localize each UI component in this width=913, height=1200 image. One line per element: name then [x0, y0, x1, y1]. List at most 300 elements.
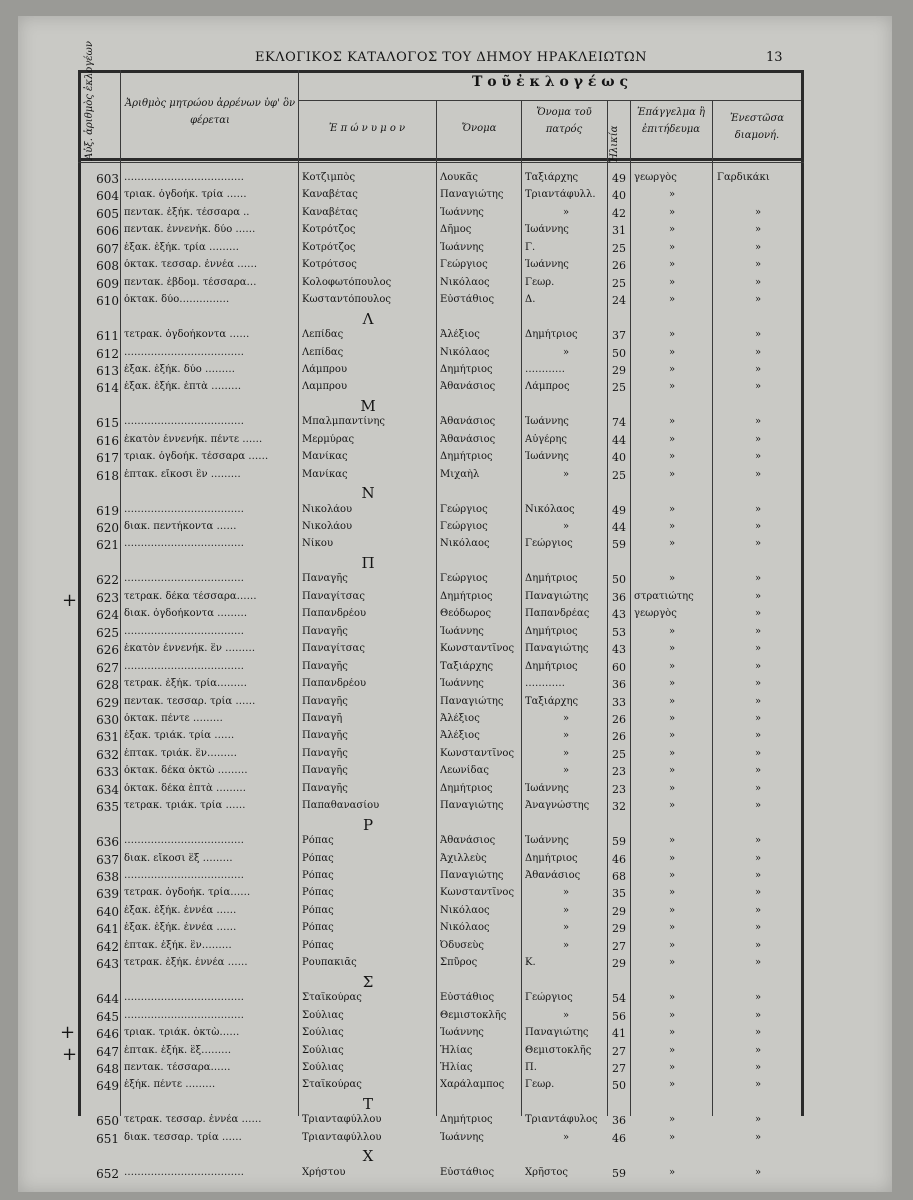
profession-cell: »: [668, 870, 676, 881]
handwritten-mark: +: [62, 590, 78, 611]
father-name-cell: Ἰωάννης: [525, 416, 569, 428]
col-divider: [521, 100, 522, 1116]
age-cell: 49: [612, 172, 626, 185]
age-cell: 26: [612, 712, 626, 726]
age-cell: 26: [612, 259, 626, 273]
first-name-cell: Ἡλίας: [440, 1044, 473, 1056]
age-cell: 53: [612, 625, 626, 639]
registry-number: τετρακ. τεσσαρ. ἐννέα ……: [124, 1114, 262, 1126]
profession-cell: »: [668, 782, 676, 794]
first-name-cell: Γεώργιος: [440, 521, 488, 532]
residence-cell: »: [754, 521, 762, 532]
first-name-cell: Ἀχιλλεὺς: [440, 852, 487, 864]
residence-cell: »: [754, 451, 762, 463]
surname-cell: Κολοφωτόπουλος: [302, 276, 392, 288]
first-name-cell: Κωνσταντῖνος: [440, 747, 515, 759]
age-cell: 29: [612, 957, 626, 971]
residence-cell: »: [754, 835, 762, 847]
residence-cell: »: [754, 1044, 762, 1056]
registry-number: ………………………………: [124, 172, 244, 183]
first-name-cell: Εὐστάθιος: [440, 1166, 495, 1178]
profession-cell: »: [668, 695, 676, 707]
residence-cell: »: [754, 678, 762, 690]
father-name-cell: »: [562, 747, 570, 759]
registry-number: τετρακ. δέκα τέσσαρα……: [124, 590, 257, 602]
first-name-cell: Λουκᾶς: [440, 172, 478, 183]
first-name-cell: Ἰωάννης: [440, 625, 484, 637]
registry-number: ἑκατὸν ἐννενήκ. ἓν ………: [124, 643, 256, 655]
first-name-cell: Κωνσταντῖνος: [440, 887, 515, 899]
profession-cell: »: [668, 1131, 676, 1143]
registry-number: ………………………………: [124, 1009, 244, 1021]
father-name-cell: Λάμπρος: [525, 381, 570, 393]
father-name-cell: Αὐγέρης: [525, 433, 567, 445]
profession-cell: »: [668, 538, 676, 550]
section-letter: Σ: [362, 972, 374, 991]
serial-number: 620: [96, 521, 119, 535]
serial-number: 629: [96, 695, 119, 710]
surname-cell: Μπαλμπαντίνης: [302, 416, 385, 428]
serial-number: 650: [96, 1114, 119, 1129]
age-cell: 42: [612, 206, 626, 220]
serial-number: 638: [96, 870, 119, 884]
registry-number: τετρακ. τριάκ. τρία ……: [124, 800, 246, 812]
age-cell: 32: [612, 800, 626, 814]
col-divider: [298, 70, 299, 1116]
first-name-cell: Γεώργιος: [440, 573, 488, 585]
residence-cell: »: [754, 416, 762, 428]
father-name-cell: Παπανδρέας: [525, 608, 590, 620]
age-cell: 50: [612, 346, 626, 360]
page-title: ΕΚΛΟΓΙΚΟΣ ΚΑΤΑΛΟΓΟΣ ΤΟΥ ΔΗΜΟΥ ΗΡΑΚΛΕΙΩΤΩΝ: [255, 50, 648, 65]
residence-cell: »: [754, 241, 762, 253]
residence-cell: »: [754, 887, 762, 899]
age-cell: 29: [612, 904, 626, 918]
surname-cell: Παναγῆς: [302, 782, 348, 794]
registry-number: τριακ. τριάκ. ὀκτὼ……: [124, 1027, 240, 1039]
father-name-cell: Γεωρ.: [525, 1079, 555, 1091]
father-name-cell: Ἰωάννης: [525, 224, 569, 236]
col-divider: [120, 70, 121, 1116]
serial-number: 623: [96, 590, 119, 605]
profession-cell: »: [668, 468, 676, 480]
age-cell: 25: [612, 241, 626, 255]
surname-cell: Τριανταφύλλου: [302, 1131, 382, 1143]
father-name-cell: Ἀναγνώστης: [525, 800, 590, 812]
profession-cell: »: [668, 1061, 676, 1073]
age-cell: 36: [612, 1114, 626, 1128]
serial-number: 606: [96, 224, 119, 239]
father-name-cell: Χρῆστος: [525, 1166, 568, 1178]
residence-cell: »: [754, 957, 762, 969]
page-number: 13: [766, 50, 783, 65]
header-surname: Ἐ π ώ ν υ μ ο ν: [328, 123, 406, 134]
serial-number: 622: [96, 573, 119, 588]
serial-number: 628: [96, 678, 119, 693]
registry-number: τριακ. ὀγδοήκ. τρία ……: [124, 189, 247, 201]
registry-number: τετρακ. ὀγδοήκ. τρία……: [124, 887, 251, 899]
registry-number: ………………………………: [124, 870, 244, 881]
header-profession: Ἐπάγγελμα ἢ ἐπιτήδευμα: [637, 107, 705, 135]
surname-cell: Κοτρότζος: [302, 241, 356, 253]
registry-number: τετρακ. ἑξήκ. ἐννέα ……: [124, 957, 248, 969]
age-cell: 56: [612, 1009, 626, 1023]
age-cell: 40: [612, 189, 626, 203]
serial-number: 648: [96, 1061, 119, 1076]
registry-number: ἑξακ. ἑξήκ. τρία ………: [124, 241, 239, 253]
header-age: Ἡλικία: [609, 125, 620, 163]
residence-cell: »: [754, 712, 762, 724]
father-name-cell: Παναγιώτης: [525, 590, 589, 602]
father-name-cell: »: [562, 206, 570, 218]
father-name-cell: Γεωρ.: [525, 276, 555, 288]
col-divider: [712, 100, 713, 1116]
first-name-cell: Ἰωάννης: [440, 1027, 484, 1039]
profession-cell: »: [668, 573, 676, 585]
surname-cell: Ρόπας: [302, 904, 334, 916]
first-name-cell: Δημήτριος: [440, 1114, 493, 1126]
residence-cell: »: [754, 800, 762, 812]
registry-number: ἑξακ. ἑξήκ. ἐννέα ……: [124, 922, 237, 934]
first-name-cell: Ἰωάννης: [440, 678, 484, 690]
registry-number: ὀκτακ. πέντε ………: [124, 712, 223, 724]
surname-cell: Παναγῆς: [302, 695, 348, 707]
age-cell: 49: [612, 503, 626, 517]
registry-number: ἑξακ. ἑξήκ. δύο ………: [124, 363, 236, 375]
age-cell: 50: [612, 573, 626, 587]
residence-cell: »: [754, 922, 762, 934]
age-cell: 36: [612, 678, 626, 692]
serial-number: 639: [96, 887, 119, 902]
registry-number: ………………………………: [124, 835, 244, 847]
age-cell: 46: [612, 1131, 626, 1145]
serial-number: 625: [96, 625, 119, 640]
serial-number: 646: [96, 1027, 119, 1042]
registry-number: ………………………………: [124, 992, 244, 1004]
residence-cell: »: [754, 1131, 762, 1143]
serial-number: 617: [96, 451, 119, 466]
surname-cell: Παναγίτσας: [302, 590, 365, 602]
father-name-cell: Γεώργιος: [525, 992, 573, 1004]
first-name-cell: Παναγιώτης: [440, 800, 504, 812]
father-name-cell: Κ.: [525, 957, 536, 969]
father-name-cell: Ἰωάννης: [525, 782, 569, 794]
serial-number: 627: [96, 660, 119, 675]
age-cell: 23: [612, 782, 626, 796]
residence-cell: »: [754, 259, 762, 271]
age-cell: 36: [612, 590, 626, 604]
surname-cell: Λεπίδας: [302, 329, 344, 341]
surname-cell: Παναγίτσας: [302, 643, 365, 655]
first-name-cell: Νικόλαος: [440, 922, 490, 934]
surname-cell: Παναγῆς: [302, 730, 348, 742]
surname-cell: Ρουπακιᾶς: [302, 957, 357, 969]
father-name-cell: »: [562, 887, 570, 899]
surname-cell: Κωσταντόπουλος: [302, 294, 391, 306]
registry-number: ………………………………: [124, 625, 244, 637]
registry-number: διακ. εἴκοσι ἓξ ………: [124, 852, 233, 864]
residence-cell: »: [754, 1009, 762, 1021]
first-name-cell: Ἀλέξιος: [440, 730, 480, 742]
col-divider: [436, 100, 437, 1116]
serial-number: 641: [96, 922, 119, 937]
surname-cell: Παναγῆ: [302, 712, 343, 724]
father-name-cell: Τριαντάφυλλ.: [525, 189, 596, 201]
father-name-cell: Δημήτριος: [525, 660, 578, 672]
surname-cell: Σούλιας: [302, 1061, 344, 1073]
serial-number: 630: [96, 712, 119, 727]
surname-cell: Κοτρότζος: [302, 224, 356, 236]
profession-cell: »: [668, 1114, 676, 1126]
header-rule: [78, 158, 804, 161]
age-cell: 24: [612, 294, 626, 308]
residence-cell: »: [754, 730, 762, 742]
header-rule-thin: [78, 162, 804, 163]
profession-cell: »: [668, 904, 676, 916]
age-cell: 40: [612, 451, 626, 465]
father-name-cell: Θεμιστοκλῆς: [525, 1044, 592, 1056]
first-name-cell: Παναγιώτης: [440, 695, 504, 707]
residence-cell: »: [754, 765, 762, 777]
age-cell: 41: [612, 1027, 626, 1041]
father-name-cell: »: [562, 1131, 570, 1143]
first-name-cell: Ἀθανάσιος: [440, 381, 496, 393]
first-name-cell: Δημήτριος: [440, 451, 493, 463]
serial-number: 621: [96, 538, 119, 553]
registry-number: ἑξακ. τριάκ. τρία ……: [124, 730, 235, 742]
first-name-cell: Νικόλαος: [440, 904, 490, 916]
first-name-cell: Χαράλαμπος: [440, 1079, 505, 1091]
serial-number: 626: [96, 643, 119, 658]
serial-number: 610: [96, 294, 119, 309]
age-cell: 23: [612, 765, 626, 779]
registry-number: ἑξακ. ἑξήκ. ἑπτὰ ………: [124, 381, 242, 393]
registry-number: ὀκτακ. δέκα ἑπτὰ ………: [124, 782, 246, 794]
profession-cell: »: [668, 294, 676, 306]
father-name-cell: Δημήτριος: [525, 625, 578, 637]
table-border-top: [78, 70, 804, 73]
profession-cell: »: [668, 643, 676, 655]
registry-number: πεντακ. ἑξήκ. τέσσαρα ..: [124, 206, 250, 218]
residence-cell: »: [754, 660, 762, 672]
father-name-cell: Δημήτριος: [525, 329, 578, 341]
age-cell: 27: [612, 939, 626, 953]
profession-cell: »: [668, 206, 676, 218]
surname-cell: Παναγῆς: [302, 747, 348, 759]
residence-cell: »: [754, 643, 762, 655]
first-name-cell: Ἀλέξιος: [440, 712, 480, 724]
surname-cell: Ρόπας: [302, 852, 334, 864]
residence-cell: »: [754, 538, 762, 550]
age-cell: 33: [612, 695, 626, 709]
serial-number: 642: [96, 939, 119, 954]
residence-cell: »: [754, 1114, 762, 1126]
table-border-right: [801, 70, 804, 1116]
residence-cell: »: [754, 1079, 762, 1091]
first-name-cell: Μιχαὴλ: [440, 468, 480, 480]
residence-cell: »: [754, 503, 762, 515]
col-divider: [607, 100, 608, 1116]
registry-number: ἑπτακ. εἴκοσι ἓν ………: [124, 468, 241, 480]
father-name-cell: »: [562, 1009, 570, 1021]
surname-cell: Σταϊκούρας: [302, 1079, 362, 1091]
serial-number: 647: [96, 1044, 119, 1059]
residence-cell: »: [754, 695, 762, 707]
registry-number: ἑπτακ. ἑξήκ. ἓν………: [124, 939, 232, 951]
residence-cell: »: [754, 468, 762, 480]
age-cell: 29: [612, 363, 626, 377]
surname-cell: Ρόπας: [302, 939, 334, 951]
age-cell: 31: [612, 224, 626, 238]
profession-cell: »: [668, 416, 676, 428]
father-name-cell: Π.: [525, 1061, 537, 1073]
father-name-cell: Γ.: [525, 241, 536, 253]
father-name-cell: »: [562, 922, 570, 934]
surname-cell: Παπαθανασίου: [302, 800, 380, 812]
profession-cell: γεωργὸς: [634, 608, 677, 620]
profession-cell: »: [668, 451, 676, 463]
age-cell: 59: [612, 1166, 626, 1180]
header-father-name: Ὄνομα τοῦ πατρός: [536, 107, 592, 135]
surname-cell: Καναβέτας: [302, 189, 358, 201]
residence-cell: »: [754, 206, 762, 218]
section-letter: Ν: [361, 484, 375, 503]
surname-cell: Παναγῆς: [302, 660, 348, 672]
first-name-cell: Ἡλίας: [440, 1061, 473, 1073]
surname-cell: Μανίκας: [302, 451, 348, 463]
first-name-cell: Ἀθανάσιος: [440, 835, 496, 847]
surname-cell: Παναγῆς: [302, 765, 348, 777]
serial-number: 603: [96, 172, 119, 186]
surname-cell: Παναγῆς: [302, 573, 348, 585]
surname-cell: Νικολάου: [302, 503, 353, 515]
age-cell: 27: [612, 1044, 626, 1058]
father-name-cell: »: [562, 468, 570, 480]
father-name-cell: Ἰωάννης: [525, 835, 569, 847]
profession-cell: »: [668, 503, 676, 515]
registry-number: πεντακ. τεσσαρ. τρία ……: [124, 695, 256, 707]
surname-cell: Παπανδρέου: [302, 608, 367, 620]
profession-cell: »: [668, 852, 676, 864]
residence-cell: »: [754, 939, 762, 951]
residence-cell: »: [754, 381, 762, 393]
age-cell: 26: [612, 730, 626, 744]
father-name-cell: »: [562, 904, 570, 916]
age-cell: 43: [612, 608, 626, 622]
age-cell: 43: [612, 643, 626, 657]
residence-cell: »: [754, 782, 762, 794]
first-name-cell: Νικόλαος: [440, 346, 490, 358]
profession-cell: »: [668, 1079, 676, 1091]
serial-number: 651: [96, 1131, 119, 1146]
first-name-cell: Ταξιάρχης: [440, 660, 494, 672]
father-name-cell: Δ.: [525, 294, 536, 306]
registry-number: ὀκτακ. τεσσαρ. ἐννέα ……: [124, 259, 258, 271]
first-name-cell: Θεόδωρος: [440, 608, 492, 620]
profession-cell: »: [668, 625, 676, 637]
serial-number: 643: [96, 957, 119, 972]
residence-cell: »: [754, 870, 762, 881]
first-name-cell: Ἰωάννης: [440, 241, 484, 253]
first-name-cell: Παναγιώτης: [440, 189, 504, 201]
section-letter: Χ: [362, 1147, 374, 1166]
profession-cell: »: [668, 765, 676, 777]
profession-cell: »: [668, 730, 676, 742]
registry-number: ἑπτακ. ἑξήκ. ἓξ………: [124, 1044, 232, 1056]
residence-cell: »: [754, 625, 762, 637]
registry-number: ἑκατὸν ἐννενήκ. πέντε ……: [124, 433, 263, 445]
serial-number: 605: [96, 206, 119, 221]
profession-cell: »: [668, 747, 676, 759]
handwritten-mark: +: [62, 1044, 78, 1065]
residence-cell: Γαρδικάκι: [717, 172, 770, 183]
serial-number: 618: [96, 468, 119, 483]
registry-number: ὀκτακ. δέκα ὀκτὼ ………: [124, 765, 248, 777]
first-name-cell: Γεώργιος: [440, 503, 488, 515]
first-name-cell: Εὐστάθιος: [440, 992, 495, 1004]
profession-cell: »: [668, 712, 676, 724]
surname-cell: Τριανταφύλλου: [302, 1114, 382, 1126]
age-cell: 25: [612, 747, 626, 761]
surname-cell: Νικολάου: [302, 521, 353, 532]
father-name-cell: »: [562, 346, 570, 358]
registry-number: πεντακ. ἐννενήκ. δύο ……: [124, 224, 256, 236]
age-cell: 46: [612, 852, 626, 866]
serial-number: 644: [96, 992, 119, 1007]
header-residence: Ἐνεστῶσα διαμονή.: [729, 113, 785, 141]
first-name-cell: Κωνσταντῖνος: [440, 643, 515, 655]
surname-cell: Ρόπας: [302, 835, 334, 847]
residence-cell: »: [754, 1027, 762, 1039]
section-letter: Π: [361, 553, 375, 572]
serial-number: 632: [96, 747, 119, 762]
registry-number: ………………………………: [124, 503, 244, 515]
residence-cell: »: [754, 294, 762, 306]
residence-cell: »: [754, 1166, 762, 1178]
first-name-cell: Γεώργιος: [440, 259, 488, 271]
first-name-cell: Παναγιώτης: [440, 870, 504, 881]
registry-number: ἑξήκ. πέντε ………: [124, 1079, 216, 1091]
registry-number: ὀκτακ. δύο……………: [124, 294, 230, 306]
registry-number: ………………………………: [124, 416, 244, 428]
father-name-cell: Ἀθανάσιος: [525, 870, 581, 881]
surname-cell: Μανίκας: [302, 468, 348, 480]
surname-cell: Παπανδρέου: [302, 678, 367, 690]
surname-cell: Λάμπρου: [302, 363, 348, 375]
profession-cell: »: [668, 1009, 676, 1021]
first-name-cell: Ἀθανάσιος: [440, 416, 496, 428]
serial-number: 612: [96, 346, 119, 361]
first-name-cell: Δημήτριος: [440, 782, 493, 794]
serial-number: 634: [96, 782, 119, 797]
profession-cell: »: [668, 1166, 676, 1178]
profession-cell: στρατιώτης: [634, 590, 694, 602]
serial-number: 633: [96, 765, 119, 780]
surname-cell: Σταϊκούρας: [302, 992, 362, 1004]
registry-number: ………………………………: [124, 573, 244, 585]
profession-cell: »: [668, 241, 676, 253]
residence-cell: »: [754, 904, 762, 916]
surname-cell: Μερμύρας: [302, 433, 355, 445]
registry-number: ἑξακ. ἑξήκ. ἐννέα ……: [124, 904, 237, 916]
residence-cell: »: [754, 608, 762, 620]
registry-number: τριακ. ὀγδοήκ. τέσσαρα ……: [124, 451, 269, 463]
handwritten-mark: +: [60, 1022, 76, 1043]
first-name-cell: Ἰωάννης: [440, 206, 484, 218]
section-letter: Λ: [362, 309, 374, 328]
father-name-cell: Γεώργιος: [525, 538, 573, 550]
father-name-cell: Δημήτριος: [525, 852, 578, 864]
